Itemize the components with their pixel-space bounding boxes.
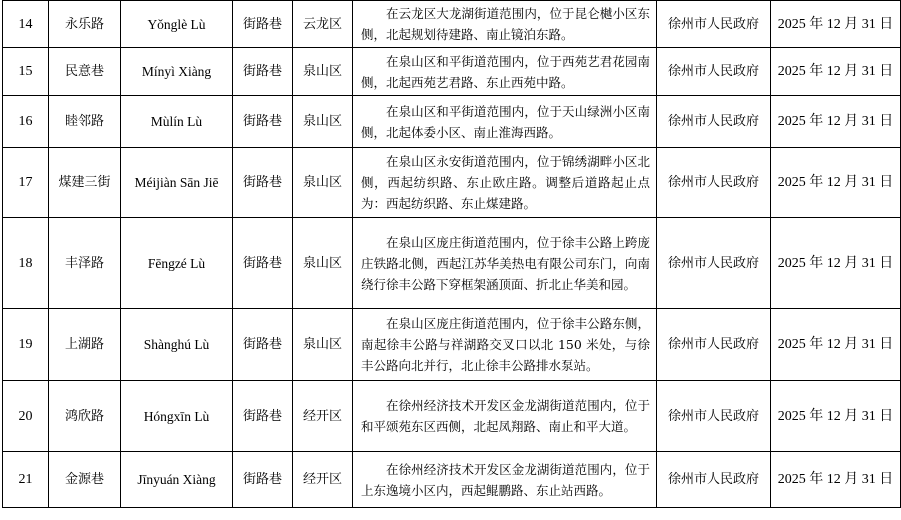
road-name: 民意巷 bbox=[49, 48, 121, 96]
road-category: 街路巷 bbox=[233, 381, 293, 452]
road-district: 泉山区 bbox=[293, 309, 353, 381]
road-category: 街路巷 bbox=[233, 96, 293, 148]
road-description: 在徐州经济技术开发区金龙湖街道范围内，位于上东逸境小区内，西起鲲鹏路、东止站西路。 bbox=[353, 452, 657, 508]
road-description: 在泉山区和平街道范围内，位于天山绿洲小区南侧，北起体委小区、南止淮海西路。 bbox=[353, 96, 657, 148]
approval-date: 2025 年 12 月 31 日 bbox=[771, 309, 901, 381]
road-pinyin: Fēngzé Lù bbox=[121, 218, 233, 309]
road-name: 煤建三街 bbox=[49, 148, 121, 218]
road-description: 在徐州经济技术开发区金龙湖街道范围内，位于和平颂苑东区西侧，北起凤翔路、南止和平大道。 bbox=[353, 381, 657, 452]
approval-date: 2025 年 12 月 31 日 bbox=[771, 96, 901, 148]
road-district: 泉山区 bbox=[293, 48, 353, 96]
road-pinyin: Méijiàn Sān Jiē bbox=[121, 148, 233, 218]
road-pinyin: Jīnyuán Xiàng bbox=[121, 452, 233, 508]
approval-date: 2025 年 12 月 31 日 bbox=[771, 218, 901, 309]
road-category: 街路巷 bbox=[233, 452, 293, 508]
approval-date: 2025 年 12 月 31 日 bbox=[771, 148, 901, 218]
road-category: 街路巷 bbox=[233, 218, 293, 309]
table-row bbox=[3, 96, 901, 148]
road-district: 经开区 bbox=[293, 381, 353, 452]
approving-authority: 徐州市人民政府 bbox=[657, 381, 771, 452]
road-district: 云龙区 bbox=[293, 1, 353, 48]
road-description: 在泉山区和平街道范围内，位于西苑艺君花园南侧，北起西苑艺君路、东止西苑中路。 bbox=[353, 48, 657, 96]
approving-authority: 徐州市人民政府 bbox=[657, 96, 771, 148]
road-category: 街路巷 bbox=[233, 148, 293, 218]
table-row bbox=[3, 148, 901, 218]
table-row bbox=[3, 452, 901, 508]
road-district: 泉山区 bbox=[293, 148, 353, 218]
road-description: 在泉山区庞庄街道范围内，位于徐丰公路东侧，南起徐丰公路与祥湖路交叉口以北 150 米处，与徐丰公路向北并行，北止徐丰公路排水泵站。 bbox=[353, 309, 657, 381]
road-name: 丰泽路 bbox=[49, 218, 121, 309]
approving-authority: 徐州市人民政府 bbox=[657, 48, 771, 96]
approving-authority: 徐州市人民政府 bbox=[657, 1, 771, 48]
road-category: 街路巷 bbox=[233, 1, 293, 48]
approval-date: 2025 年 12 月 31 日 bbox=[771, 48, 901, 96]
road-name: 鸿欣路 bbox=[49, 381, 121, 452]
approving-authority: 徐州市人民政府 bbox=[657, 218, 771, 309]
road-description: 在云龙区大龙湖街道范围内，位于昆仑樾小区东侧，北起规划待建路、南止镜泊东路。 bbox=[353, 1, 657, 48]
row-number: 19 bbox=[3, 309, 49, 381]
row-number: 20 bbox=[3, 381, 49, 452]
road-pinyin: Shànghú Lù bbox=[121, 309, 233, 381]
row-number: 18 bbox=[3, 218, 49, 309]
road-pinyin: Yǒnglè Lù bbox=[121, 1, 233, 48]
row-number: 15 bbox=[3, 48, 49, 96]
approval-date: 2025 年 12 月 31 日 bbox=[771, 1, 901, 48]
road-naming-table bbox=[2, 0, 901, 508]
road-name: 睦邻路 bbox=[49, 96, 121, 148]
approving-authority: 徐州市人民政府 bbox=[657, 309, 771, 381]
road-district: 泉山区 bbox=[293, 96, 353, 148]
road-name: 上湖路 bbox=[49, 309, 121, 381]
row-number: 16 bbox=[3, 96, 49, 148]
road-pinyin: Hóngxīn Lù bbox=[121, 381, 233, 452]
road-pinyin: Mínyì Xiàng bbox=[121, 48, 233, 96]
road-district: 经开区 bbox=[293, 452, 353, 508]
approving-authority: 徐州市人民政府 bbox=[657, 148, 771, 218]
row-number: 14 bbox=[3, 1, 49, 48]
road-pinyin: Mùlín Lù bbox=[121, 96, 233, 148]
table-row bbox=[3, 48, 901, 96]
road-name: 金源巷 bbox=[49, 452, 121, 508]
approval-date: 2025 年 12 月 31 日 bbox=[771, 381, 901, 452]
road-category: 街路巷 bbox=[233, 309, 293, 381]
approving-authority: 徐州市人民政府 bbox=[657, 452, 771, 508]
road-district: 泉山区 bbox=[293, 218, 353, 309]
row-number: 21 bbox=[3, 452, 49, 508]
table-row bbox=[3, 1, 901, 48]
road-name: 永乐路 bbox=[49, 1, 121, 48]
road-category: 街路巷 bbox=[233, 48, 293, 96]
table-row bbox=[3, 218, 901, 309]
road-description: 在泉山区永安街道范围内，位于锦绣湖畔小区北侧，西起纺织路、东止欧庄路。调整后道路起止点为：西起纺织路、东止煤建路。 bbox=[353, 148, 657, 218]
table-row bbox=[3, 309, 901, 381]
table-row bbox=[3, 381, 901, 452]
approval-date: 2025 年 12 月 31 日 bbox=[771, 452, 901, 508]
road-description: 在泉山区庞庄街道范围内，位于徐丰公路上跨庞庄铁路北侧，西起江苏华美热电有限公司东门，向南绕行徐丰公路下穿框架涵顶面、折北止华美和园。 bbox=[353, 218, 657, 309]
row-number: 17 bbox=[3, 148, 49, 218]
